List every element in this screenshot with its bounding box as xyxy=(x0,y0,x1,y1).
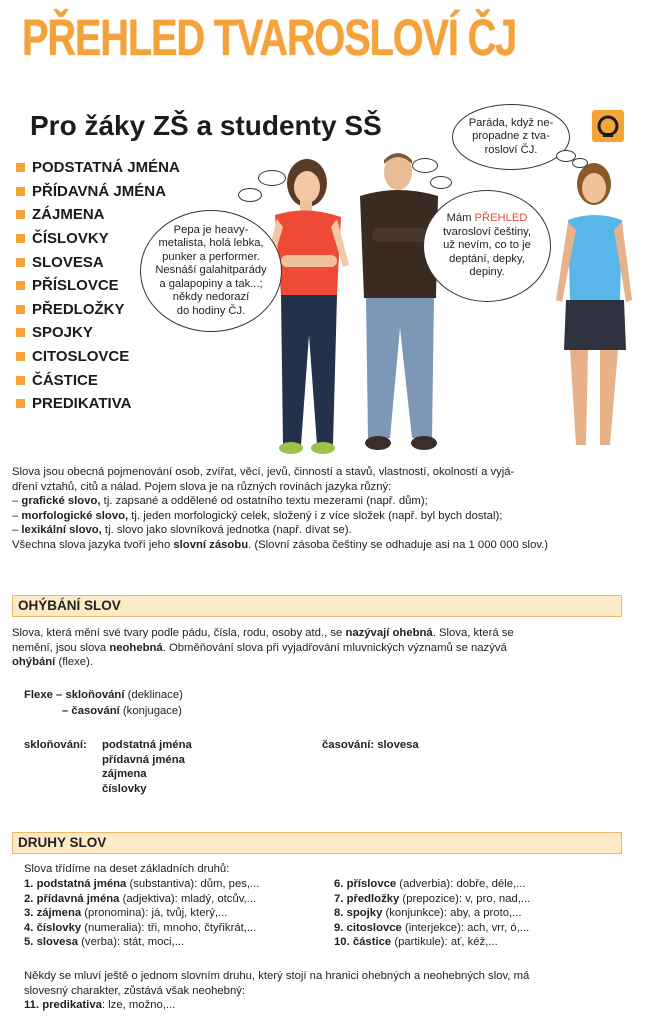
bullet-icon xyxy=(16,305,25,314)
list-item: PODSTATNÁ JMÉNA xyxy=(16,156,180,180)
sklonovani-list: podstatná jména přídavná jména zájmena číslovky xyxy=(102,739,192,795)
list-item: 1. podstatná jména (substantiva): dům, pes,... xyxy=(24,878,260,890)
druhy-list-left xyxy=(24,877,334,950)
list-item: CITOSLOVCE xyxy=(16,345,180,369)
bubble-puff xyxy=(238,188,262,202)
list-item: ČÁSTICE xyxy=(16,368,180,392)
bubble-puff xyxy=(412,158,438,173)
thought-bubble-middle: Mám PŘEHLED tvarosloví češtiny, už nevím, co to je deptání, depky, depiny. xyxy=(423,190,551,302)
flexe-line: Flexe – skloňování (deklinace) xyxy=(24,689,183,701)
publisher-logo xyxy=(592,110,624,142)
sklonovani-label: skloňování: xyxy=(24,739,87,751)
bullet-icon xyxy=(16,163,25,172)
list-item: PŘEDLOŽKY xyxy=(16,298,180,322)
list-item: 9. citoslovce (interjekce): ach, vrr, ó,... xyxy=(334,921,530,934)
druhy-intro: Slova třídíme na deset základních druhů: xyxy=(24,863,230,875)
list-item: 7. předložky (prepozice): v, pro, nad,... xyxy=(334,892,531,905)
bullet-icon xyxy=(16,187,25,196)
list-item: 4. číslovky (numeralia): tři, mnoho, čtyřikrát,... xyxy=(24,921,257,934)
bubble-puff xyxy=(572,158,588,168)
list-item: 3. zájmena (pronomina): já, tvůj, který,... xyxy=(24,907,228,920)
list-item: 8. spojky (konjunkce): aby, a proto,... xyxy=(334,907,522,920)
list-item: 6. příslovce (adverbia): dobře, déle,... xyxy=(334,878,526,890)
list-item: ZÁJMENA xyxy=(16,203,180,227)
bullet-icon xyxy=(16,281,25,290)
ohybani-paragraph: Slova, která mění své tvary podle pádu, čísla, rodu, osoby atd., se nazývají ohebná. Slova, která se nemění, jsou slova neohebná. Obměňování slova při vyjadřování mluvnických významů se nazývá ohýbání (flexe). xyxy=(12,627,514,669)
list-item: 10. částice (partikule): ať, kéž,... xyxy=(334,936,498,949)
list-item: PŘÍDAVNÁ JMÉNA xyxy=(16,180,180,204)
thought-bubble-right: Paráda, když ne- propadne z tva- rosloví ČJ. xyxy=(452,104,570,170)
bullet-icon xyxy=(16,376,25,385)
bullet-icon xyxy=(16,328,25,337)
bullet-icon xyxy=(16,258,25,267)
list-item: SPOJKY xyxy=(16,321,180,345)
list-item: ČÍSLOVKY xyxy=(16,227,180,251)
page-title: PŘEHLED TVAROSLOVÍ ČJ xyxy=(22,9,517,66)
section-heading-ohybani: OHÝBÁNÍ SLOV xyxy=(12,595,622,617)
bullet-icon xyxy=(16,234,25,243)
bullet-icon xyxy=(16,352,25,361)
intro-paragraph: Slova jsou obecná pojmenování osob, zvířat, věcí, jevů, činností a stavů, vlastností, okolností a vyjá- dření vztahů, citů a nálad. Pojem slova je na různých rovinách jazyka různý: – grafické slovo, tj. zapsané a oddělené od ostatního textu mezerami (např. dům); – morfologické slovo, tj. jeden morfologický celek, složený i z více složek (např. byl bych dostal); – lexikální slovo, tj. slovo jako slovníková jednotka (např. dívat se). Všechna slova jazyka tvoří jeho slovní zásobu. (Slovní zásoba češtiny se odhaduje asi na 1 000 000 slov.) xyxy=(12,466,549,551)
list-item: PŘÍSLOVCE xyxy=(16,274,180,298)
section-heading-druhy: DRUHY SLOV xyxy=(12,832,622,854)
bullet-icon xyxy=(16,399,25,408)
page-subtitle: Pro žáky ZŠ a studenty SŠ xyxy=(30,110,382,141)
druhy-extra: Někdy se mluví ještě o jednom slovním druhu, který stojí na hranici ohebných a neohebných slov, má slovesný charakter, zůstává však neohebný: 11. predikativa: lze, možno,... xyxy=(24,969,644,1013)
list-item: SLOVESA xyxy=(16,250,180,274)
list-item: 2. přídavná jména (adjektiva): mladý, otcův,... xyxy=(24,892,257,905)
bubble-puff xyxy=(430,176,452,189)
boy-dark-shirt-illustration xyxy=(350,148,450,460)
logo-icon xyxy=(596,114,620,138)
casovani-detail: časování: slovesa xyxy=(322,739,419,751)
list-item: PREDIKATIVA xyxy=(16,392,180,416)
casovani-line: – časování (konjugace) xyxy=(62,705,182,717)
bullet-icon xyxy=(16,210,25,219)
girl-blue-top-illustration xyxy=(548,160,638,460)
thought-bubble-left: Pepa je heavy- metalista, holá lebka, punker a performer. Nesnáší galahitparády a galapopiny a tak...; někdy nedorazí do hodiny ČJ. xyxy=(140,210,282,332)
druhy-list-right xyxy=(334,877,644,950)
bubble-puff xyxy=(258,170,286,186)
list-item: 5. slovesa (verba): stát, moci,... xyxy=(24,936,185,949)
list-item: 11. predikativa: lze, možno,... xyxy=(24,999,176,1012)
